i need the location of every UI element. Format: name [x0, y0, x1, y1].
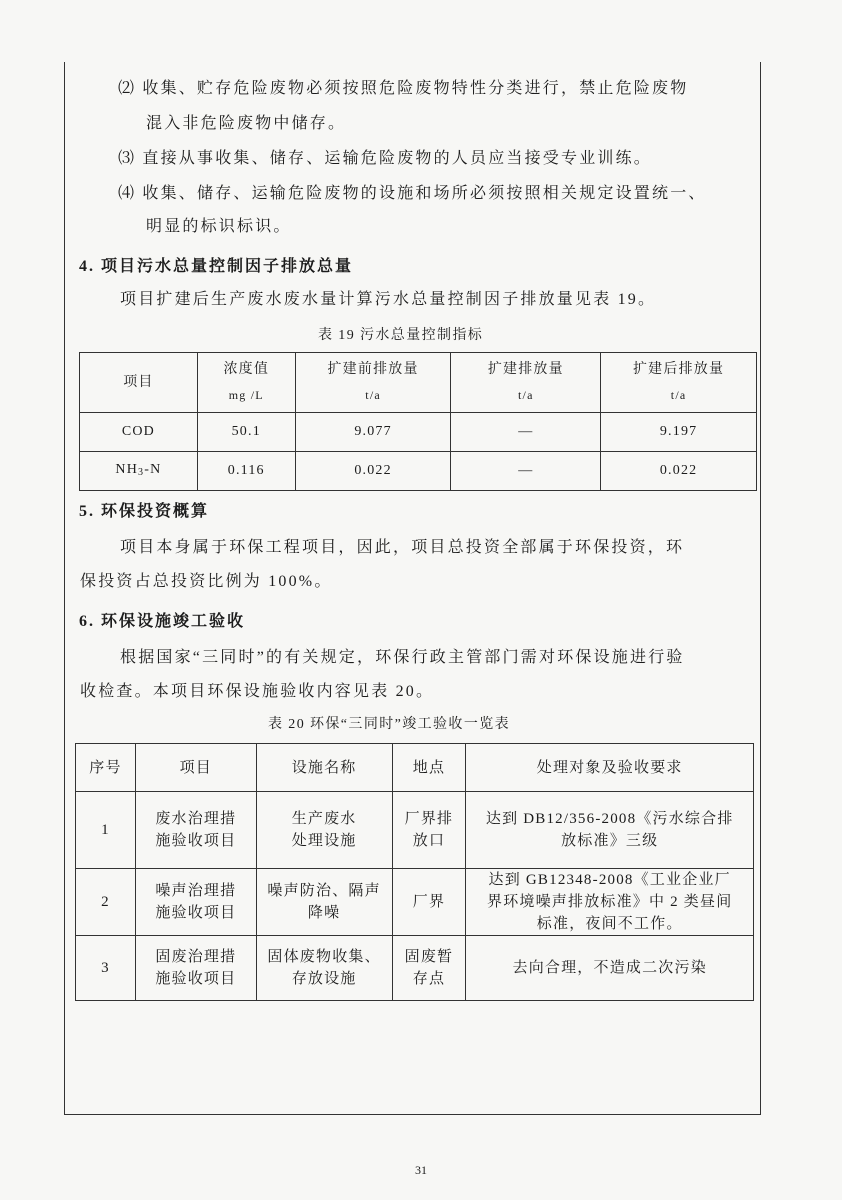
- table-19-cell-concentration: 50.1: [197, 413, 295, 452]
- table-20-header-row: [76, 744, 754, 792]
- section-6-line2: 收检查。本项目环保设施验收内容见表 20。: [80, 683, 435, 700]
- table-20-header-requirement: 处理对象及验收要求: [466, 744, 754, 792]
- table-row: [76, 792, 754, 869]
- section-5-line1: 项目本身属于环保工程项目，因此，项目总投资全部属于环保投资，环: [120, 539, 685, 556]
- table-19-cell-item: $NH_3-N$: [80, 452, 198, 491]
- list-item-4-line1: ⑷ 收集、储存、运输危险废物的设施和场所必须按照相关规定设置统一、: [118, 185, 707, 202]
- section-5-heading: 5. 环保投资概算: [79, 503, 210, 520]
- table-19-cell-item: COD: [80, 413, 198, 452]
- table-row: [76, 936, 754, 1001]
- list-item-2-line1: ⑵ 收集、贮存危险废物必须按照危险废物特性分类进行，禁止危险废物: [118, 80, 689, 97]
- table-19-cell-after: 0.022: [601, 452, 757, 491]
- table-20-header-no: 序号: [76, 744, 136, 792]
- table-row: [80, 413, 757, 452]
- table-19-cell-expansion: —: [451, 452, 601, 491]
- table-20-cell-facility: 噪声防治、隔声 降噪: [256, 869, 392, 936]
- table-19-header-before: 扩建前排放量 t/a: [295, 353, 451, 413]
- table-20-cell-facility: 生产废水 处理设施: [256, 792, 392, 869]
- list-item-2-line2: 混入非危险废物中储存。: [146, 115, 347, 132]
- table-20-cell-item: 噪声治理措 施验收项目: [135, 869, 256, 936]
- table-19-header-concentration: 浓度值 mg /L: [197, 353, 295, 413]
- table-19: [79, 352, 757, 491]
- table-20-cell-no: 1: [76, 792, 136, 869]
- table-20-cell-facility: 固体废物收集、 存放设施: [256, 936, 392, 1001]
- table-19-caption: 表 19 污水总量控制指标: [318, 328, 484, 343]
- table-19-cell-after: 9.197: [601, 413, 757, 452]
- table-19-header-after: 扩建后排放量 t/a: [601, 353, 757, 413]
- table-20-caption: 表 20 环保“三同时”竣工验收一览表: [268, 717, 511, 732]
- section-6-line1: 根据国家“三同时”的有关规定，环保行政主管部门需对环保设施进行验: [120, 649, 685, 666]
- table-20-cell-no: 2: [76, 869, 136, 936]
- table-20: [75, 743, 754, 1001]
- section-6-heading: 6. 环保设施竣工验收: [79, 613, 246, 630]
- table-20-cell-requirement: 达到 DB12/356-2008《污水综合排 放标准》三级: [466, 792, 754, 869]
- list-item-3-line1: ⑶ 直接从事收集、储存、运输危险废物的人员应当接受专业训练。: [118, 150, 653, 167]
- table-20-header-facility: 设施名称: [256, 744, 392, 792]
- table-row: [80, 452, 757, 491]
- table-20-cell-item: 废水治理措 施验收项目: [135, 792, 256, 869]
- table-20-cell-item: 固废治理措 施验收项目: [135, 936, 256, 1001]
- table-20-cell-requirement: 去向合理，不造成二次污染: [466, 936, 754, 1001]
- table-19-header-item: 项目: [80, 353, 198, 413]
- table-19-cell-before: 0.022: [295, 452, 451, 491]
- list-item-4-line2: 明显的标识标识。: [146, 218, 292, 235]
- section-4-text: 项目扩建后生产废水废水量计算污水总量控制因子排放量见表 19。: [120, 291, 657, 308]
- table-20-cell-requirement: 达到 GB12348-2008《工业企业厂 界环境噪声排放标准》中 2 类昼间 标准，夜间不工作。: [466, 869, 754, 936]
- table-20-header-place: 地点: [392, 744, 466, 792]
- section-5-line2: 保投资占总投资比例为 100%。: [80, 573, 333, 590]
- table-row: [76, 869, 754, 936]
- table-20-cell-place: 厂界: [392, 869, 466, 936]
- section-4-heading: 4. 项目污水总量控制因子排放总量: [79, 258, 354, 275]
- table-19-cell-before: 9.077: [295, 413, 451, 452]
- page-number: 31: [415, 1163, 427, 1177]
- table-19-cell-expansion: —: [451, 413, 601, 452]
- table-20-cell-place: 固废暂 存点: [392, 936, 466, 1001]
- table-19-cell-concentration: 0.116: [197, 452, 295, 491]
- table-19-header-expansion: 扩建排放量 t/a: [451, 353, 601, 413]
- table-20-cell-no: 3: [76, 936, 136, 1001]
- table-19-header-row: [80, 353, 757, 413]
- table-20-header-item: 项目: [135, 744, 256, 792]
- table-20-cell-place: 厂界排 放口: [392, 792, 466, 869]
